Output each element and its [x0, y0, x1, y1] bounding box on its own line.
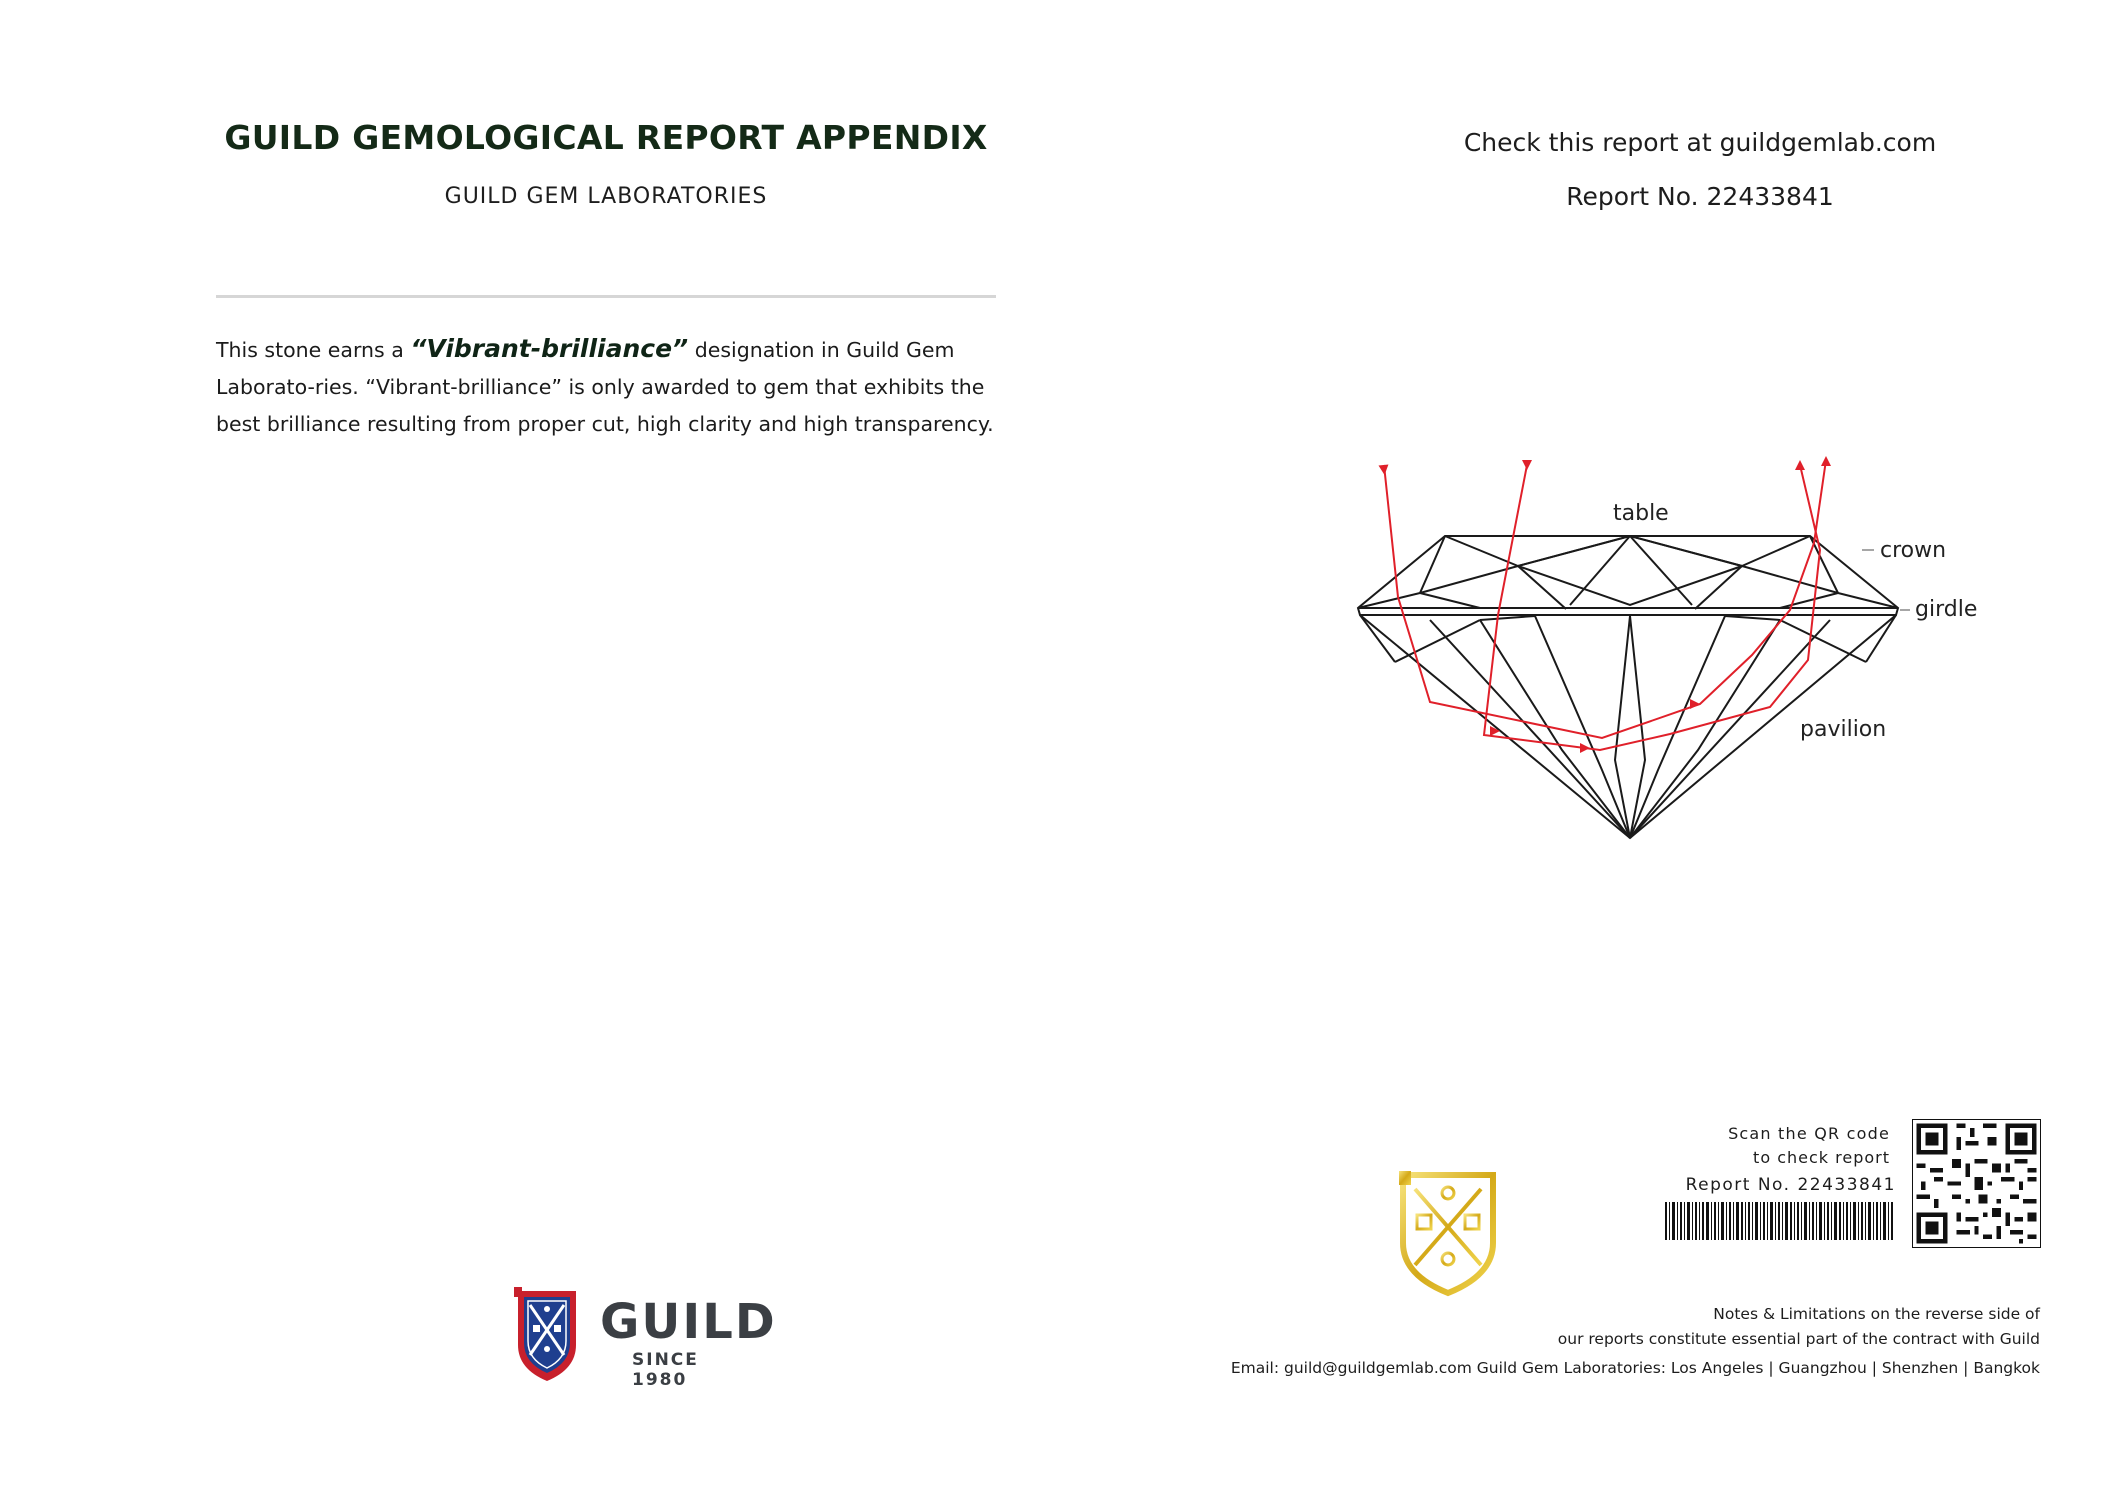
report-number-value: 22433841: [1706, 182, 1834, 211]
contact-line: Email: guild@guildgemlab.com Guild Gem Laboratories: Los Angeles | Guangzhou | Shenzhen | Bangkok: [1230, 1359, 2040, 1377]
section-divider: [216, 295, 996, 298]
description-lead: This stone earns a: [216, 338, 411, 362]
gold-foil-shield-seal-icon: [1393, 1165, 1503, 1300]
notes-limitations-line-2: our reports constitute essential part of the contract with Guild: [1557, 1330, 2040, 1348]
diagram-label-pavilion: pavilion: [1800, 717, 1887, 742]
diagram-label-girdle: girdle: [1915, 597, 1978, 622]
verification-instruction: Check this report at guildgemlab.com: [1463, 128, 1937, 157]
qr-instruction-line-2: to check report: [1753, 1148, 1890, 1167]
description-body: designation in Guild Gem Laborato-ries. “Vibrant-brilliance” is only awarded to gem that exhibits the best brilliance resulting from proper cut, high clarity and high transparency.: [216, 338, 994, 436]
qr-code-icon: [1912, 1119, 2041, 1248]
report-number-label: Report No.: [1566, 182, 1699, 211]
guild-wordmark: GUILD: [600, 1294, 777, 1350]
diagram-label-table: table: [1613, 501, 1669, 526]
lab-name: GUILD GEM LABORATORIES: [444, 184, 768, 209]
barcode-icon: [1665, 1202, 1895, 1240]
report-title: GUILD GEMOLOGICAL REPORT APPENDIX: [224, 118, 988, 157]
guild-since-tagline: SINCE 1980: [632, 1350, 699, 1390]
qr-instruction-line-1: Scan the QR code: [1728, 1124, 1890, 1143]
qr-report-number: Report No. 22433841: [1685, 1175, 1896, 1195]
diamond-light-path-diagram: [1340, 440, 2000, 860]
guild-shield-logo-icon: [512, 1283, 582, 1385]
diagram-label-crown: crown: [1880, 538, 1947, 563]
report-number-line: [1380, 182, 2020, 211]
designation-description: [216, 330, 1006, 443]
notes-limitations-line-1: Notes & Limitations on the reverse side of: [1713, 1305, 2040, 1323]
designation-emphasis: “Vibrant-brilliance”: [410, 334, 689, 363]
